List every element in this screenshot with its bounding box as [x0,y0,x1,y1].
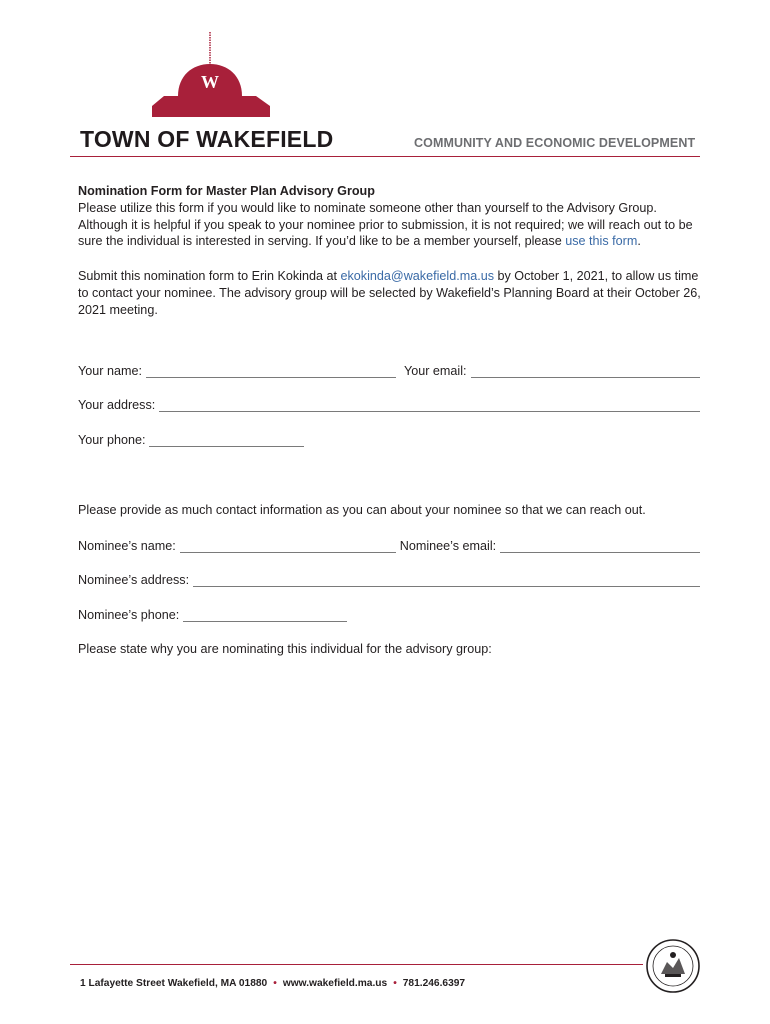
intro-paragraph-1 [78,200,703,250]
your-name-email-row [78,364,700,378]
nominee-phone-field[interactable] [183,608,347,622]
intro-paragraph-1-text: Please utilize this form if you would like to nominate someone other than yourself to the Advisory Group. Although it is helpful if you speak to your nominee prior to submission, it is not required; we will reach out to be sure the individual is interested in serving. If you’d like to be a member yourself, please [78,200,693,249]
brand-name: TOWN OF WAKEFIELD [80,126,334,152]
nominee-address-field[interactable] [193,573,700,587]
department-name: COMMUNITY AND ECONOMIC DEVELOPMENT [414,136,696,150]
your-email-label: Your email: [403,364,467,378]
nominee-phone-label: Nominee’s phone: [78,608,180,622]
your-name-label: Your name: [78,364,142,378]
nominee-email-label: Nominee’s email: [399,539,497,553]
footer-phone: 781.246.6397 [402,978,466,989]
nominee-instructions: Please provide as much contact information as you can about your nominee so that we can reach out. [78,503,646,517]
nominee-name-field[interactable] [180,539,396,553]
email-link[interactable]: ekokinda@wakefield.ma.us [340,269,494,284]
your-name-field[interactable] [146,364,396,378]
footer-divider [70,964,643,965]
your-phone-field[interactable] [149,433,304,447]
footer-address: 1 Lafayette Street Wakefield, MA 01880 [80,978,268,989]
nominee-email-field[interactable] [500,539,700,553]
your-phone-row [78,433,304,447]
intro-paragraph-1-end: . [637,234,641,249]
nominee-phone-row [78,608,347,622]
your-address-label: Your address: [78,398,156,412]
intro-paragraph-2-end: by October 1, 2021, to allow us time to contact your nominee. The advisory group will be selected by Wakefield’s Planning Board at their October 26, 2021 meeting. [78,269,701,317]
nominee-address-label: Nominee’s address: [78,573,190,587]
header-divider [70,156,700,157]
logo-letter: W [201,72,219,92]
footer-contact [80,978,465,989]
your-email-field[interactable] [471,364,701,378]
footer-website[interactable]: www.wakefield.ma.us [282,978,388,989]
nomination-reason-prompt: Please state why you are nominating this individual for the advisory group: [78,642,492,656]
nominee-address-row [78,573,700,587]
nomination-reason-area[interactable] [78,664,700,934]
intro-section [78,183,703,319]
form-title: Nomination Form for Master Plan Advisory Group [78,184,375,198]
your-phone-label: Your phone: [78,433,146,447]
intro-paragraph-2-start: Submit this nomination form to Erin Kokinda at [78,269,341,284]
town-logo [150,30,272,125]
your-address-field[interactable] [159,398,700,412]
footer-separator: • [393,978,397,989]
footer-separator: • [273,978,277,989]
intro-paragraph-2 [78,268,703,318]
nominee-name-label: Nominee’s name: [78,539,176,553]
use-this-form-link[interactable]: use this form [565,234,638,249]
town-seal-icon [645,938,701,994]
your-address-row [78,398,700,412]
nominee-name-email-row [78,539,700,553]
